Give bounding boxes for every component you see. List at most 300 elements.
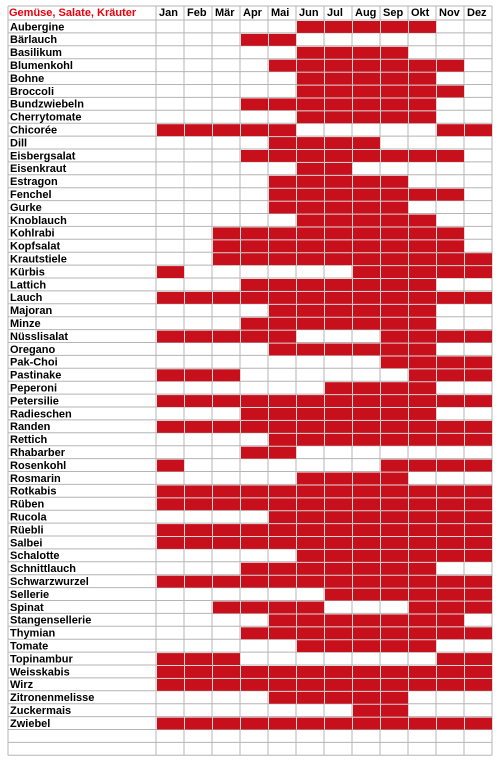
season-cell: [213, 253, 240, 265]
season-cell: [353, 344, 380, 356]
season-cell: [241, 627, 268, 639]
season-cell: [437, 524, 464, 536]
season-cell: [241, 150, 268, 162]
season-cell: [381, 524, 408, 536]
season-cell: [297, 434, 324, 446]
row-label: Kopfsalat: [10, 240, 61, 253]
season-cell: [381, 666, 408, 678]
season-cell: [241, 498, 268, 510]
season-cell: [381, 111, 408, 123]
season-cell: [185, 576, 212, 588]
season-cell: [213, 653, 240, 665]
season-cell: [353, 666, 380, 678]
season-cell: [353, 73, 380, 85]
season-cell: [325, 21, 352, 33]
season-cell: [409, 150, 436, 162]
season-cell: [409, 240, 436, 252]
row-label: Kohlrabi: [10, 227, 55, 240]
season-cell: [465, 395, 492, 407]
season-cell: [297, 98, 324, 110]
season-cell: [269, 537, 296, 549]
season-cell: [437, 666, 464, 678]
season-cell: [409, 511, 436, 523]
row-label: Rüben: [10, 498, 45, 511]
season-cell: [297, 47, 324, 59]
season-cell: [437, 150, 464, 162]
season-cell: [241, 292, 268, 304]
season-cell: [353, 240, 380, 252]
season-cell: [353, 189, 380, 201]
season-cell: [325, 111, 352, 123]
season-cell: [297, 602, 324, 614]
season-cell: [241, 240, 268, 252]
season-cell: [353, 292, 380, 304]
row-label: Pak-Choi: [10, 356, 58, 369]
season-cell: [269, 60, 296, 72]
row-label: Salbei: [10, 537, 43, 550]
season-cell: [381, 189, 408, 201]
season-cell: [297, 511, 324, 523]
season-cell: [409, 382, 436, 394]
season-cell: [269, 498, 296, 510]
season-cell: [269, 150, 296, 162]
season-cell: [241, 421, 268, 433]
season-cell: [437, 589, 464, 601]
season-cell: [381, 473, 408, 485]
season-cell: [241, 227, 268, 239]
month-header: Okt: [411, 7, 430, 19]
season-cell: [465, 266, 492, 278]
season-cell: [213, 124, 240, 136]
season-cell: [185, 498, 212, 510]
row-label: Fenchel: [10, 189, 52, 201]
season-cell: [437, 550, 464, 562]
row-label: Knoblauch: [10, 214, 67, 227]
row-label: Thymian: [10, 627, 56, 640]
season-cell: [297, 563, 324, 575]
row-label: Kürbis: [10, 266, 45, 279]
row-label: Petersilie: [10, 395, 59, 408]
row-label: Bundzwiebeln: [10, 98, 84, 111]
season-cell: [437, 421, 464, 433]
season-cell: [381, 305, 408, 317]
season-cell: [381, 47, 408, 59]
season-cell: [157, 124, 184, 136]
season-cell: [325, 176, 352, 188]
season-cell: [381, 292, 408, 304]
season-cell: [353, 395, 380, 407]
season-cell: [437, 627, 464, 639]
season-cell: [381, 202, 408, 214]
season-cell: [269, 524, 296, 536]
season-cell: [409, 86, 436, 98]
season-cell: [409, 318, 436, 330]
season-cell: [185, 124, 212, 136]
season-cell: [437, 434, 464, 446]
season-cell: [465, 524, 492, 536]
season-cell: [269, 666, 296, 678]
season-cell: [437, 460, 464, 472]
season-cell: [325, 666, 352, 678]
row-label: Rucola: [10, 511, 47, 524]
season-cell: [325, 614, 352, 626]
season-cell: [185, 537, 212, 549]
season-cell: [437, 679, 464, 691]
season-cell: [353, 253, 380, 265]
row-label: Blumenkohl: [10, 60, 73, 72]
season-cell: [325, 240, 352, 252]
season-cell: [269, 421, 296, 433]
season-cell: [157, 421, 184, 433]
season-cell: [437, 240, 464, 252]
season-cell: [213, 498, 240, 510]
season-cell: [269, 227, 296, 239]
season-cell: [353, 485, 380, 497]
season-cell: [353, 227, 380, 239]
season-cell: [437, 511, 464, 523]
season-cell: [381, 705, 408, 717]
season-cell: [325, 318, 352, 330]
season-cell: [297, 576, 324, 588]
season-cell: [325, 189, 352, 201]
season-cell: [381, 150, 408, 162]
season-cell: [409, 331, 436, 343]
season-cell: [381, 395, 408, 407]
season-cell: [353, 524, 380, 536]
season-cell: [381, 511, 408, 523]
season-cell: [437, 718, 464, 730]
season-cell: [409, 421, 436, 433]
month-header: Mai: [271, 7, 290, 19]
month-header: Nov: [439, 7, 460, 19]
season-cell: [437, 576, 464, 588]
row-label: Weisskabis: [10, 666, 70, 679]
season-cell: [437, 537, 464, 549]
season-cell: [381, 21, 408, 33]
season-cell: [381, 382, 408, 394]
season-cell: [269, 189, 296, 201]
season-cell: [241, 124, 268, 136]
season-cell: [213, 395, 240, 407]
season-cell: [297, 86, 324, 98]
season-cell: [409, 21, 436, 33]
season-cell: [269, 485, 296, 497]
season-cell: [465, 576, 492, 588]
season-cell: [353, 98, 380, 110]
season-cell: [353, 137, 380, 149]
season-cell: [437, 602, 464, 614]
row-label: Spinat: [10, 601, 44, 614]
season-cell: [381, 331, 408, 343]
row-label: Gurke: [10, 201, 42, 214]
season-cell: [325, 137, 352, 149]
row-label: Minze: [10, 318, 41, 330]
chart-title: Gemüse, Salate, Kräuter: [9, 7, 137, 19]
season-cell: [353, 537, 380, 549]
season-cell: [381, 215, 408, 227]
season-cell: [465, 666, 492, 678]
row-label: Rüebli: [10, 524, 44, 537]
season-cell: [409, 602, 436, 614]
season-cell: [353, 21, 380, 33]
season-cell: [185, 718, 212, 730]
row-label: Lauch: [10, 292, 43, 305]
season-cell: [353, 473, 380, 485]
season-cell: [409, 614, 436, 626]
season-cell: [381, 614, 408, 626]
season-cell: [409, 215, 436, 227]
season-cell: [297, 189, 324, 201]
month-header-row: [159, 7, 487, 19]
season-cell: [297, 614, 324, 626]
season-cell: [325, 395, 352, 407]
row-label: Zuckermais: [10, 705, 72, 717]
season-cell: [437, 369, 464, 381]
season-cell: [269, 292, 296, 304]
season-cell: [157, 485, 184, 497]
season-cell: [381, 434, 408, 446]
season-cell: [185, 524, 212, 536]
season-cell: [353, 627, 380, 639]
season-cell: [381, 589, 408, 601]
season-cell: [185, 653, 212, 665]
row-label: Nüsslisalat: [10, 330, 69, 343]
season-cell: [437, 498, 464, 510]
season-cell: [409, 279, 436, 291]
season-cell: [409, 253, 436, 265]
season-cell: [381, 421, 408, 433]
season-cell: [213, 227, 240, 239]
season-cell: [241, 718, 268, 730]
season-cell: [241, 331, 268, 343]
season-cell: [381, 86, 408, 98]
season-cell: [325, 473, 352, 485]
season-cell: [381, 176, 408, 188]
season-cell: [297, 395, 324, 407]
season-cell: [297, 718, 324, 730]
season-cell: [325, 98, 352, 110]
season-cell: [353, 576, 380, 588]
season-cell: [465, 653, 492, 665]
row-label: Stangensellerie: [10, 614, 92, 627]
season-cell: [465, 460, 492, 472]
season-cell: [325, 292, 352, 304]
season-cell: [353, 382, 380, 394]
season-cell: [325, 563, 352, 575]
season-cell: [465, 537, 492, 549]
season-cell: [465, 356, 492, 368]
season-cell: [269, 137, 296, 149]
season-cell: [465, 253, 492, 265]
season-cell: [297, 176, 324, 188]
row-label: Eisbergsalat: [10, 150, 76, 163]
season-cell: [325, 86, 352, 98]
season-cell: [381, 318, 408, 330]
season-cell: [213, 292, 240, 304]
season-cell: [157, 718, 184, 730]
season-cell: [353, 215, 380, 227]
row-label: Schalotte: [10, 550, 60, 563]
row-label: Schnittlauch: [10, 563, 77, 576]
row-label: Bärlauch: [10, 34, 58, 47]
season-cell: [297, 253, 324, 265]
season-cell: [157, 460, 184, 472]
season-cell: [353, 718, 380, 730]
season-cell: [325, 305, 352, 317]
season-cell: [241, 447, 268, 459]
season-cell: [269, 679, 296, 691]
season-cell: [297, 473, 324, 485]
season-cell: [353, 318, 380, 330]
season-cell: [297, 305, 324, 317]
season-cell: [269, 305, 296, 317]
season-cell: [269, 279, 296, 291]
season-cell: [325, 150, 352, 162]
season-cell: [381, 60, 408, 72]
season-cell: [325, 524, 352, 536]
season-cell: [409, 679, 436, 691]
season-cell: [325, 576, 352, 588]
season-cell: [353, 434, 380, 446]
season-cell: [325, 718, 352, 730]
season-cell: [297, 111, 324, 123]
season-cell: [409, 524, 436, 536]
month-header: Jun: [299, 7, 319, 19]
season-cell: [437, 395, 464, 407]
row-label: Tomate: [10, 640, 49, 653]
row-labels: [10, 21, 94, 730]
season-cell: [325, 589, 352, 601]
season-cell: [465, 627, 492, 639]
season-cell: [381, 240, 408, 252]
season-cell: [409, 498, 436, 510]
season-cell: [297, 485, 324, 497]
season-cell: [297, 163, 324, 175]
season-cell: [381, 356, 408, 368]
season-cell: [213, 421, 240, 433]
season-cell: [353, 150, 380, 162]
season-cell: [269, 344, 296, 356]
season-cell: [213, 537, 240, 549]
row-label: Krautstiele: [10, 253, 67, 266]
season-cell: [437, 653, 464, 665]
season-cell: [409, 111, 436, 123]
season-cell: [325, 344, 352, 356]
season-cell: [325, 215, 352, 227]
season-cell: [241, 485, 268, 497]
row-label: Topinambur: [10, 653, 73, 666]
season-cell: [465, 331, 492, 343]
season-cell: [409, 408, 436, 420]
season-cell: [325, 627, 352, 639]
season-cell: [437, 124, 464, 136]
season-cell: [353, 47, 380, 59]
row-label: Broccoli: [10, 85, 55, 98]
season-cell: [325, 421, 352, 433]
season-cell: [437, 86, 464, 98]
season-cell: [409, 189, 436, 201]
season-cell: [269, 718, 296, 730]
season-cell: [297, 537, 324, 549]
season-cell: [409, 98, 436, 110]
season-cell: [241, 679, 268, 691]
season-cell: [465, 602, 492, 614]
season-cell: [437, 253, 464, 265]
season-cell: [437, 356, 464, 368]
season-cell: [325, 163, 352, 175]
season-cell: [325, 73, 352, 85]
season-cell: [297, 640, 324, 652]
season-cell: [465, 292, 492, 304]
season-cell: [241, 602, 268, 614]
season-cell: [437, 331, 464, 343]
season-cell: [353, 421, 380, 433]
season-cell: [325, 60, 352, 72]
season-cell: [325, 434, 352, 446]
season-cell: [325, 382, 352, 394]
season-cell: [325, 640, 352, 652]
season-cell: [409, 369, 436, 381]
season-cell: [381, 73, 408, 85]
season-cell: [157, 524, 184, 536]
season-cell: [325, 227, 352, 239]
season-cell: [297, 344, 324, 356]
row-label: Majoran: [10, 305, 53, 318]
season-cell: [409, 60, 436, 72]
season-cell: [213, 369, 240, 381]
season-cell: [353, 511, 380, 523]
season-cell: [157, 537, 184, 549]
season-cell: [409, 666, 436, 678]
season-cell: [325, 550, 352, 562]
season-cell: [185, 679, 212, 691]
row-label: Eisenkraut: [10, 163, 67, 176]
season-cell: [353, 589, 380, 601]
row-label: Rotkabis: [10, 485, 57, 498]
season-cell: [353, 614, 380, 626]
season-cell: [409, 227, 436, 239]
season-cell: [297, 73, 324, 85]
season-cell: [269, 176, 296, 188]
season-cell: [297, 137, 324, 149]
row-label: Schwarzwurzel: [10, 576, 89, 588]
row-label: Rettich: [10, 434, 48, 447]
season-cell: [325, 279, 352, 291]
row-label: Lattich: [10, 279, 47, 292]
row-label: Peperoni: [10, 382, 58, 395]
season-cell: [409, 73, 436, 85]
season-cell: [157, 292, 184, 304]
season-cell: [241, 408, 268, 420]
month-header: Dez: [467, 7, 487, 19]
season-cell: [157, 666, 184, 678]
season-cell: [465, 434, 492, 446]
row-label: Chicorée: [10, 124, 58, 137]
season-cell: [353, 408, 380, 420]
season-cell: [213, 602, 240, 614]
season-cell: [213, 240, 240, 252]
season-cell: [409, 434, 436, 446]
season-cell: [409, 550, 436, 562]
season-cell: [381, 550, 408, 562]
season-cell: [409, 395, 436, 407]
season-cell: [185, 421, 212, 433]
season-cell: [437, 189, 464, 201]
month-header: Jul: [327, 7, 343, 19]
season-cell: [185, 395, 212, 407]
season-cell: [353, 111, 380, 123]
season-cell: [213, 679, 240, 691]
